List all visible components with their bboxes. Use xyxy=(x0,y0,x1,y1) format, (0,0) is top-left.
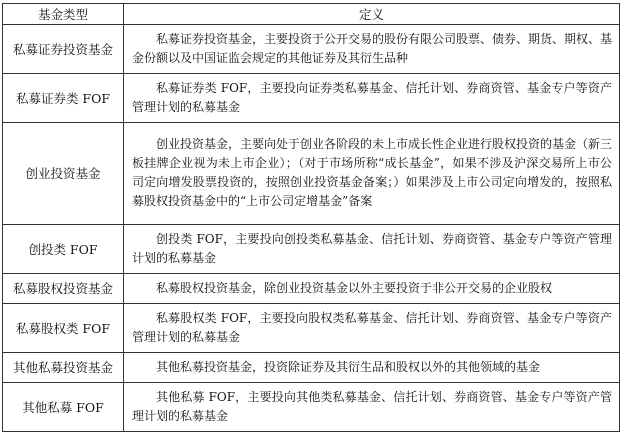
header-row xyxy=(3,4,620,25)
definition-cell xyxy=(124,382,620,431)
definition-cell xyxy=(124,224,620,273)
definition-text: 其他私募 FOF，主要投向其他类私募基金、信托计划、券商资管、基金专户等资产管理计划的私募基金 xyxy=(132,389,612,423)
definition-text: 创投类 FOF，主要投向创投类私募基金、信托计划、券商资管、基金专户等资产管理计划的私募基金 xyxy=(132,231,612,265)
header-definition: 定义 xyxy=(124,4,620,25)
fund-type-cell: 其他私募投资基金 xyxy=(3,352,124,382)
table-row xyxy=(3,273,620,303)
fund-type-cell: 创业投资基金 xyxy=(3,123,124,224)
definition-cell xyxy=(124,352,620,382)
fund-type-cell: 私募证券投资基金 xyxy=(3,25,124,74)
table-row xyxy=(3,123,620,224)
definition-text: 其他私募投资基金，投资除证券及其衍生品和股权以外的其他领域的基金 xyxy=(156,359,541,374)
table-row xyxy=(3,25,620,74)
definition-cell xyxy=(124,25,620,74)
table-row xyxy=(3,74,620,123)
header-fund-type: 基金类型 xyxy=(3,4,124,25)
definition-cell xyxy=(124,303,620,352)
definition-cell xyxy=(124,74,620,123)
definition-text: 私募证券投资基金，主要投资于公开交易的股份有限公司股票、债券、期货、期权、基金份额以及中国证监会规定的其他证券及其衍生品种 xyxy=(132,32,613,66)
table-row xyxy=(3,303,620,352)
definition-text: 私募证券类 FOF，主要投向证券类私募基金、信托计划、券商资管、基金专户等资产管理计划的私募基金 xyxy=(132,81,612,115)
definition-cell xyxy=(124,123,620,224)
fund-type-cell: 私募股权类 FOF xyxy=(3,303,124,352)
fund-type-cell: 私募证券类 FOF xyxy=(3,74,124,123)
definition-text: 私募股权投资基金，除创业投资基金以外主要投资于非公开交易的企业股权 xyxy=(156,280,553,295)
fund-type-table xyxy=(2,3,620,432)
fund-type-cell: 私募股权投资基金 xyxy=(3,273,124,303)
table-row xyxy=(3,224,620,273)
definition-text: 创业投资基金，主要向处于创业各阶段的未上市成长性企业进行股权投资的基金（新三板挂牌企业视为未上市企业）；（对于市场所称“成长基金”，如果不涉及沪深交易所上市公司定向增发股票投资的，按照创业投资基金备案；）如果涉及上市公司定向增发的，按照私募股权投资基金中的“上市公司定增基金”备案 xyxy=(132,137,613,209)
fund-type-cell: 其他私募 FOF xyxy=(3,382,124,431)
table-row xyxy=(3,352,620,382)
table-row xyxy=(3,382,620,431)
definition-cell xyxy=(124,273,620,303)
fund-type-cell: 创投类 FOF xyxy=(3,224,124,273)
definition-text: 私募股权类 FOF，主要投向股权类私募基金、信托计划、券商资管、基金专户等资产管理计划的私募基金 xyxy=(132,310,612,344)
